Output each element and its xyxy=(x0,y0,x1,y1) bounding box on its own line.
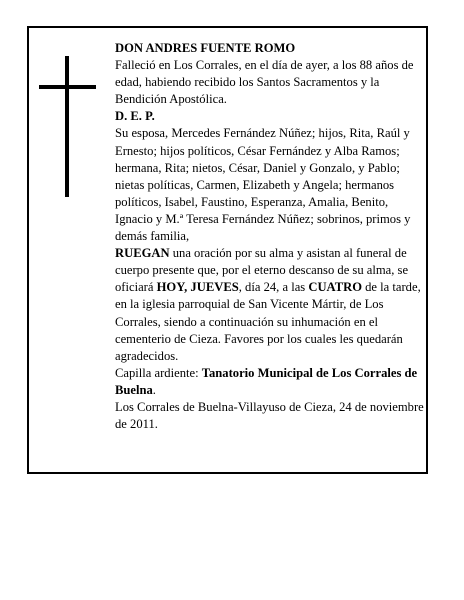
notice-text xyxy=(115,40,425,433)
ruegan-word: RUEGAN xyxy=(115,246,170,261)
death-notice: Falleció en Los Corrales, en el día de ayer, a los 88 años de edad, habiendo recibido los Santos Sacramentos y la Bendición Apostólica. xyxy=(115,58,414,107)
hoy-jueves: HOY, JUEVES xyxy=(156,280,239,295)
dep-abbreviation: D. E. P. xyxy=(115,109,155,124)
cross-vertical-bar xyxy=(65,56,69,197)
funeral-request xyxy=(115,245,425,365)
chapel-end: . xyxy=(152,382,156,397)
cuatro-word: CUATRO xyxy=(308,280,362,295)
request-text-1: una oración por su alma y asistan al funeral de cuerpo presente que, por el eterno descanso de su alma, se oficiará xyxy=(115,246,409,295)
family-list: Su esposa, Mercedes Fernández Núñez; hijos, Rita, Raúl y Ernesto; hijos políticos, César Fernández y Alba Ramos; hermana, Rita; nietos, César, Daniel y Gonzalo, y Pablo; nietas políticas, Carmen, Elizabeth y Angela; hermanos políticos, Isabel, Faustino, Esperanza, Amalia, Benito, Ignacio y M.ª Teresa Fernández Núñez; sobrinos, primos y demás familia, xyxy=(115,126,411,244)
chapel-place: Tanatorio Municipal de Los Corrales de Buelna xyxy=(115,365,418,397)
obituary-notice xyxy=(27,26,428,474)
request-text-3: de la tarde, en la iglesia parroquial de San Vicente Mártir, de Los Corrales, siendo a continuación su inhumación en el cementerio de Cieza. Favores por los cuales les quedarán agradecidos. xyxy=(115,280,421,363)
deceased-name: DON ANDRES FUENTE ROMO xyxy=(115,41,296,55)
chapel-info xyxy=(115,365,425,399)
chapel-label: Capilla ardiente: xyxy=(115,365,202,380)
request-text-2: , día 24, a las xyxy=(238,280,309,295)
place-date: Los Corrales de Buelna-Villayuso de Cieza, 24 de noviembre de 2011. xyxy=(115,399,424,432)
cross-horizontal-bar xyxy=(39,85,96,89)
